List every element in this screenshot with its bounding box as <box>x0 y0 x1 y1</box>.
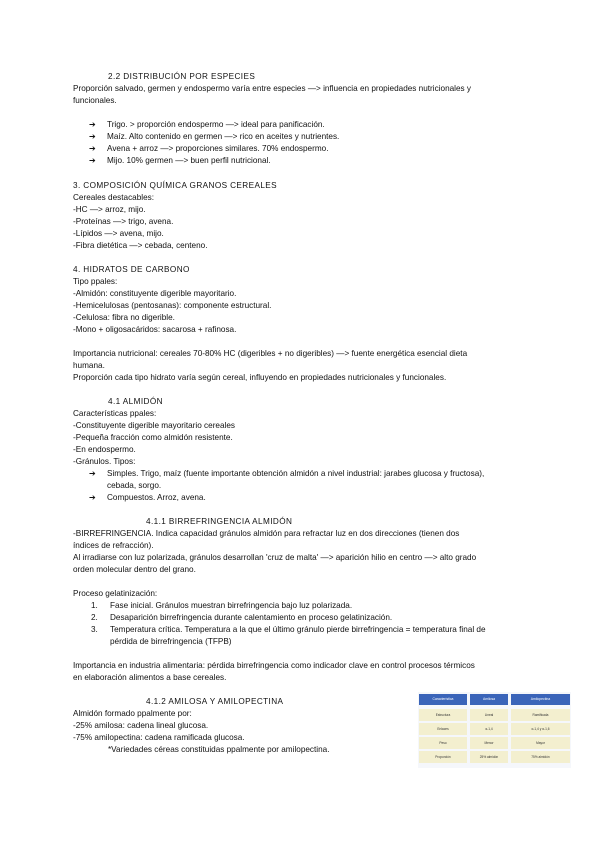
numbered-item-continuation: pérdida de birrefringencia (TFPB) <box>110 637 232 646</box>
table-cell: Peso <box>439 741 447 745</box>
arrow-bullet-icon: ➔ <box>89 144 96 153</box>
table-cell: α-1,4 <box>485 727 493 731</box>
paragraph-line: humana. <box>73 361 105 370</box>
section-heading-4-1-1: 4.1.1 BIRREFRINGENCIA ALMIDÓN <box>146 517 293 526</box>
table-header-cell: Amilopectina <box>511 694 570 705</box>
paragraph-line: Proporción cada tipo hidrato varía según cereal, influyendo en propiedades nutricionales y funcionales. <box>73 373 447 382</box>
arrow-bullet-icon: ➔ <box>89 493 96 502</box>
numbered-item: Desaparición birrefringencia durante calentamiento en proceso gelatinización. <box>110 613 393 622</box>
section-heading-4-1-2: 4.1.2 AMILOSA Y AMILOPECTINA <box>146 697 284 706</box>
table-cell: Enlaces <box>437 727 449 731</box>
text-line: -Pequeña fracción como almidón resistente. <box>73 433 233 442</box>
text-line: -Proteínas —> trigo, avena. <box>73 217 174 226</box>
arrow-bullet-icon: ➔ <box>89 132 96 141</box>
text-line: -Fibra dietética —> cebada, centeno. <box>73 241 208 250</box>
text-line: -75% amilopectina: cadena ramificada glucosa. <box>73 733 245 742</box>
bullet-item: Avena + arroz —> proporciones similares. 70% endospermo. <box>107 144 329 153</box>
table-header-cell: Característica <box>419 694 467 705</box>
table-cell: 75% almidón <box>531 755 550 759</box>
text-line: -Mono + oligosacáridos: sacarosa + rafinosa. <box>73 325 237 334</box>
section-heading-2-2: 2.2 DISTRIBUCIÓN POR ESPECIES <box>108 72 256 81</box>
paragraph-line: orden molecular dentro del grano. <box>73 565 196 574</box>
arrow-bullet-icon: ➔ <box>89 469 96 478</box>
table-cell: Menor <box>484 741 494 745</box>
text-line: Características ppales: <box>73 409 157 418</box>
paragraph-line: Proporción salvado, germen y endospermo varía entre especies —> influencia en propiedades nutricionales y <box>73 84 472 93</box>
arrow-bullet-icon: ➔ <box>89 156 96 165</box>
paragraph-line: funcionales. <box>73 96 117 105</box>
text-line: -Hemicelulosas (pentosanas): componente estructural. <box>73 301 272 310</box>
table-header-cell: Amilosa <box>470 694 508 705</box>
numbered-item: Temperatura crítica. Temperatura a la que el último gránulo pierde birrefringencia = temperatura final de <box>110 625 486 634</box>
text-line: -Gránulos. Tipos: <box>73 457 136 466</box>
table-cell: Ramificada <box>532 713 549 717</box>
list-number: 2. <box>91 613 98 622</box>
bullet-item: Simples. Trigo, maíz (fuente importante obtención almidón a nivel industrial: jarabes glucosa y fructosa), <box>107 469 485 478</box>
bullet-item: Compuestos. Arroz, avena. <box>107 493 206 502</box>
table-cell: Proporción <box>435 755 451 759</box>
table-cell: Lineal <box>484 713 494 717</box>
paragraph-line: Al irradiarse con luz polarizada, gránulos desarrollan 'cruz de malta' —> aparición hilio en centro —> alto grado <box>73 553 477 562</box>
text-line: -Celulosa: fibra no digerible. <box>73 313 175 322</box>
text-line: -Lípidos —> avena, mijo. <box>73 229 164 238</box>
paragraph-line: en elaboración alimentos a base cereales. <box>73 673 227 682</box>
paragraph-line: -BIRREFRINGENCIA. Indica capacidad gránulos almidón para refractar luz en dos direcciones (tienen dos <box>73 529 460 538</box>
text-line: -Almidón: constituyente digerible mayoritario. <box>73 289 237 298</box>
list-number: 1. <box>91 601 98 610</box>
bullet-item: Trigo. > proporción endospermo —> ideal para panificación. <box>107 120 325 129</box>
text-line: -Constituyente digerible mayoritario cereales <box>73 421 236 430</box>
paragraph-line: Importancia nutricional: cereales 70-80% HC (digeribles + no digeribles) —> fuente energética esencial dieta <box>73 349 468 358</box>
text-line: Proceso gelatinización: <box>73 589 158 598</box>
table-cell: Estructura <box>435 713 451 717</box>
bullet-item: Maíz. Alto contenido en germen —> rico en aceites y nutrientes. <box>107 132 340 141</box>
text-line: Almidón formado ppalmente por: <box>73 709 192 718</box>
numbered-item: Fase inicial. Gránulos muestran birrefringencia bajo luz polarizada. <box>110 601 353 610</box>
list-number: 3. <box>91 625 98 634</box>
text-line: -HC —> arroz, mijo. <box>73 205 146 214</box>
text-line: Cereales destacables: <box>73 193 155 202</box>
bullet-item: Mijo. 10% germen —> buen perfil nutricional. <box>107 156 271 165</box>
bullet-item-continuation: cebada, sorgo. <box>107 481 162 490</box>
comparison-table <box>418 692 571 768</box>
arrow-bullet-icon: ➔ <box>89 120 96 129</box>
paragraph-line: Importancia en industria alimentaria: pérdida birrefringencia como indicador clave en control procesos térmicos <box>73 661 475 670</box>
text-line: Tipo ppales: <box>73 277 118 286</box>
table-cell: α-1,4 y α-1,6 <box>531 727 550 731</box>
paragraph-line: índices de refracción). <box>73 541 154 550</box>
table-cell: Mayor <box>536 741 545 745</box>
text-line: *Variedades céreas constituidas ppalmente por amilopectina. <box>108 745 330 754</box>
section-heading-3: 3. COMPOSICIÓN QUÍMICA GRANOS CEREALES <box>73 181 278 190</box>
section-heading-4-1: 4.1 ALMIDÓN <box>108 397 163 406</box>
table-cell: 25% almidón <box>479 755 499 759</box>
text-line: -25% amilosa: cadena lineal glucosa. <box>73 721 209 730</box>
section-heading-4: 4. HIDRATOS DE CARBONO <box>73 265 190 274</box>
text-line: -En endospermo. <box>73 445 136 454</box>
